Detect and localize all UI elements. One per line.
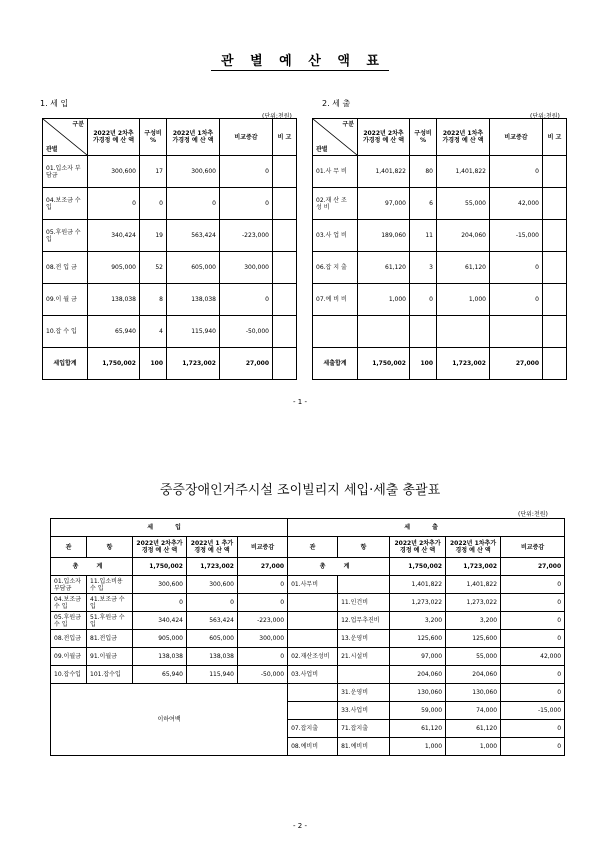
total-label: 총 계 [288, 558, 390, 576]
page2-title: 중증장애인거주시설 조이빌리지 세입·세출 총괄표 [159, 483, 441, 498]
income-diff: 0 [238, 648, 288, 666]
header-2nd-budget: 2022년 2차추가경정 예 산 액 [88, 119, 140, 156]
row-note [273, 284, 297, 316]
table-row [51, 612, 565, 630]
row-2nd-budget: 138,038 [88, 284, 140, 316]
total-2nd-budget: 1,750,002 [358, 348, 410, 380]
expense-diff: 0 [501, 684, 565, 702]
row-ratio [410, 316, 437, 348]
row-ratio: 52 [140, 252, 167, 284]
income-gwan: 04.보조금 수 입 [51, 594, 87, 612]
income-2nd-budget: 340,424 [133, 612, 187, 630]
expense-gwan: 07.잡지출 [288, 720, 338, 738]
page2-unit: (단위:천원) [518, 511, 548, 518]
expense-hang: 33.사업비 [338, 702, 390, 720]
row-1st-budget: 0 [167, 188, 220, 220]
header-ratio: 구성비 % [140, 119, 167, 156]
row-diff: 0 [490, 252, 543, 284]
col-diff: 비교증감 [501, 537, 565, 558]
expense-gwan [288, 684, 338, 702]
expense-gwan [288, 630, 338, 648]
row-name: 09.이 월 금 [43, 284, 88, 316]
expense-gwan [288, 594, 338, 612]
row-name: 07.예 비 비 [313, 284, 358, 316]
expense-1st-budget: 130,060 [446, 684, 501, 702]
income-hang: 11.입소비용 수 입 [87, 576, 133, 594]
income-1st-budget: 115,940 [187, 666, 238, 684]
expense-gwan [288, 702, 338, 720]
row-ratio: 0 [140, 188, 167, 220]
expense-2nd-budget: 125,600 [390, 630, 446, 648]
expense-1st-budget: 204,060 [446, 666, 501, 684]
table-row [51, 684, 565, 702]
expense-gwan [288, 612, 338, 630]
expense-unit: (단위:천원) [530, 113, 560, 120]
header-diagonal-cell: 구분 관별 [313, 119, 358, 156]
total-1st-budget: 1,723,002 [437, 348, 490, 380]
row-1st-budget: 1,401,822 [437, 156, 490, 188]
total-ratio: 100 [140, 348, 167, 380]
expense-gwan: 03.사업비 [288, 666, 338, 684]
row-diff: -50,000 [220, 316, 273, 348]
table-row [313, 156, 567, 188]
expense-1st-budget: 1,401,822 [446, 576, 501, 594]
income-section-label: 1. 세 입 [40, 99, 69, 108]
row-ratio: 19 [140, 220, 167, 252]
row-1st-budget: 61,120 [437, 252, 490, 284]
row-1st-budget: 115,940 [167, 316, 220, 348]
total-diff: 27,000 [501, 558, 565, 576]
header-1st-budget: 2022년 1차추가경정 예 산 액 [437, 119, 490, 156]
row-2nd-budget: 300,600 [88, 156, 140, 188]
table-row [51, 630, 565, 648]
col-gwan: 관 [288, 537, 338, 558]
income-gwan: 05.후원금 수 입 [51, 612, 87, 630]
income-diff: 0 [238, 594, 288, 612]
expense-2nd-budget: 59,000 [390, 702, 446, 720]
row-diff: 0 [490, 284, 543, 316]
row-name: 02.재 산 조 성 비 [313, 188, 358, 220]
income-hang: 81.전입금 [87, 630, 133, 648]
income-1st-budget: 563,424 [187, 612, 238, 630]
row-ratio: 6 [410, 188, 437, 220]
table-row [43, 156, 297, 188]
income-hang: 91.이월금 [87, 648, 133, 666]
total-1st: 1,723,002 [187, 558, 238, 576]
expense-hang: 11.인건비 [338, 594, 390, 612]
row-note [273, 316, 297, 348]
col-2nd-budget: 2022년 2차추가경정 예 산 액 [390, 537, 446, 558]
expense-1st-budget: 74,000 [446, 702, 501, 720]
income-hang: 41.보조금 수 입 [87, 594, 133, 612]
row-note [273, 252, 297, 284]
row-2nd-budget: 65,940 [88, 316, 140, 348]
total-ratio: 100 [410, 348, 437, 380]
expense-1st-budget: 1,273,022 [446, 594, 501, 612]
table-row [51, 648, 565, 666]
row-2nd-budget: 340,424 [88, 220, 140, 252]
expense-diff: 0 [501, 666, 565, 684]
row-ratio: 80 [410, 156, 437, 188]
total-1st: 1,723,002 [446, 558, 501, 576]
row-ratio: 17 [140, 156, 167, 188]
row-1st-budget: 563,424 [167, 220, 220, 252]
row-note [543, 316, 567, 348]
expense-diff: 0 [501, 738, 565, 756]
expense-diff: 0 [501, 630, 565, 648]
expense-1st-budget: 125,600 [446, 630, 501, 648]
expense-diff: 0 [501, 720, 565, 738]
row-1st-budget: 300,600 [167, 156, 220, 188]
row-ratio: 8 [140, 284, 167, 316]
expense-1st-budget: 3,200 [446, 612, 501, 630]
row-1st-budget: 1,000 [437, 284, 490, 316]
header-1st-budget: 2022년 1차추가경정 예 산 액 [167, 119, 220, 156]
table-row [313, 220, 567, 252]
col-1st-budget: 2022년 1차추가경정 예 산 액 [446, 537, 501, 558]
row-1st-budget: 204,060 [437, 220, 490, 252]
total-2nd: 1,750,002 [133, 558, 187, 576]
row-note [273, 220, 297, 252]
income-2nd-budget: 905,000 [133, 630, 187, 648]
total-label: 총 계 [51, 558, 133, 576]
row-diff: 0 [220, 156, 273, 188]
row-1st-budget: 138,038 [167, 284, 220, 316]
row-2nd-budget: 905,000 [88, 252, 140, 284]
row-1st-budget: 55,000 [437, 188, 490, 220]
row-diff: 300,000 [220, 252, 273, 284]
income-gwan: 01.입소자 부담금 [51, 576, 87, 594]
row-ratio: 11 [410, 220, 437, 252]
expense-2nd-budget: 61,120 [390, 720, 446, 738]
expense-gwan: 01.사무비 [288, 576, 338, 594]
row-diff: 42,000 [490, 188, 543, 220]
row-diff: -223,000 [220, 220, 273, 252]
income-hang: 101.잡수입 [87, 666, 133, 684]
expense-hang: 13.운영비 [338, 630, 390, 648]
header-2nd-budget: 2022년 2차추가경정 예 산 액 [358, 119, 410, 156]
row-name: 06.잡 지 출 [313, 252, 358, 284]
row-2nd-budget: 189,060 [358, 220, 410, 252]
row-diff: -15,000 [490, 220, 543, 252]
expense-1st-budget: 61,120 [446, 720, 501, 738]
income-budget-table [42, 118, 297, 380]
header-note: 비 고 [273, 119, 297, 156]
expense-hang [338, 666, 390, 684]
row-ratio: 0 [410, 284, 437, 316]
income-hang: 51.후원금 수 입 [87, 612, 133, 630]
total-2nd: 1,750,002 [390, 558, 446, 576]
row-note [543, 156, 567, 188]
income-gwan: 09.이월금 [51, 648, 87, 666]
expense-hang: 31.운영비 [338, 684, 390, 702]
col-diff: 비교증감 [238, 537, 288, 558]
row-note [273, 156, 297, 188]
expense-budget-table [312, 118, 567, 380]
blank-note: 이하여백 [51, 684, 288, 756]
expense-group-header: 세 출 [288, 519, 565, 537]
row-1st-budget [437, 316, 490, 348]
expense-diff: 0 [501, 576, 565, 594]
income-diff: -50,000 [238, 666, 288, 684]
income-diff: 0 [238, 576, 288, 594]
row-name: 04.보조금 수 입 [43, 188, 88, 220]
table-row [313, 252, 567, 284]
header-note: 비 고 [543, 119, 567, 156]
row-ratio: 4 [140, 316, 167, 348]
expense-hang: 21.시설비 [338, 648, 390, 666]
expense-hang [338, 576, 390, 594]
header-ratio: 구성비 % [410, 119, 437, 156]
total-2nd-budget: 1,750,002 [88, 348, 140, 380]
total-diff: 27,000 [220, 348, 273, 380]
row-2nd-budget [358, 316, 410, 348]
table-row [313, 284, 567, 316]
col-1st-budget: 2022년 1 추가경정 예 산 액 [187, 537, 238, 558]
page-number-2: - 2 - [293, 822, 307, 830]
income-2nd-budget: 65,940 [133, 666, 187, 684]
row-name [313, 316, 358, 348]
expense-diff: 42,000 [501, 648, 565, 666]
table-row [51, 594, 565, 612]
total-row [43, 348, 297, 380]
table-row [51, 576, 565, 594]
expense-hang: 12.업무추진비 [338, 612, 390, 630]
expense-gwan: 02.재산조성비 [288, 648, 338, 666]
table-row [51, 666, 565, 684]
page-number-1: - 1 - [293, 398, 307, 406]
row-2nd-budget: 1,000 [358, 284, 410, 316]
income-1st-budget: 300,600 [187, 576, 238, 594]
expense-1st-budget: 1,000 [446, 738, 501, 756]
row-diff: 0 [220, 284, 273, 316]
row-name: 03.사 업 비 [313, 220, 358, 252]
income-1st-budget: 605,000 [187, 630, 238, 648]
row-diff [490, 316, 543, 348]
row-note [543, 188, 567, 220]
row-note [543, 252, 567, 284]
col-2nd-budget: 2022년 2차추가경정 예 산 액 [133, 537, 187, 558]
expense-diff: 0 [501, 612, 565, 630]
row-name: 08.전 입 금 [43, 252, 88, 284]
header-diff: 비교증감 [220, 119, 273, 156]
table-row [43, 188, 297, 220]
total-note [273, 348, 297, 380]
total-note [543, 348, 567, 380]
col-hang: 항 [338, 537, 390, 558]
row-1st-budget: 605,000 [167, 252, 220, 284]
income-unit: (단위:천원) [262, 113, 292, 120]
row-diff: 0 [490, 156, 543, 188]
income-diff: 300,000 [238, 630, 288, 648]
income-1st-budget: 138,038 [187, 648, 238, 666]
income-group-header: 세 입 [51, 519, 288, 537]
expense-2nd-budget: 1,401,822 [390, 576, 446, 594]
summary-table [50, 518, 565, 756]
header-diff: 비교증감 [490, 119, 543, 156]
expense-1st-budget: 55,000 [446, 648, 501, 666]
income-2nd-budget: 0 [133, 594, 187, 612]
expense-hang: 81.예비비 [338, 738, 390, 756]
income-gwan: 08.전입금 [51, 630, 87, 648]
expense-2nd-budget: 204,060 [390, 666, 446, 684]
row-name: 01.사 무 비 [313, 156, 358, 188]
table-row [313, 316, 567, 348]
col-gwan: 관 [51, 537, 87, 558]
row-name: 05.후원금 수 입 [43, 220, 88, 252]
row-ratio: 3 [410, 252, 437, 284]
col-hang: 항 [87, 537, 133, 558]
row-2nd-budget: 97,000 [358, 188, 410, 220]
expense-2nd-budget: 97,000 [390, 648, 446, 666]
expense-section-label: 2. 세 출 [322, 99, 351, 108]
row-note [543, 284, 567, 316]
row-2nd-budget: 0 [88, 188, 140, 220]
row-name: 01.입소자 부담금 [43, 156, 88, 188]
row-note [273, 188, 297, 220]
page1-title: 관 별 예 산 액 표 [0, 50, 600, 69]
total-1st-budget: 1,723,002 [167, 348, 220, 380]
total-row [313, 348, 567, 380]
income-2nd-budget: 300,600 [133, 576, 187, 594]
row-note [543, 220, 567, 252]
expense-hang: 71.잡지출 [338, 720, 390, 738]
expense-diff: 0 [501, 594, 565, 612]
table-row [43, 284, 297, 316]
income-gwan: 10.잡수입 [51, 666, 87, 684]
income-2nd-budget: 138,038 [133, 648, 187, 666]
total-diff: 27,000 [490, 348, 543, 380]
income-diff: -223,000 [238, 612, 288, 630]
expense-2nd-budget: 130,060 [390, 684, 446, 702]
row-2nd-budget: 1,401,822 [358, 156, 410, 188]
row-2nd-budget: 61,120 [358, 252, 410, 284]
header-diagonal-cell: 구분 관별 [43, 119, 88, 156]
total-name: 세입합계 [43, 348, 88, 380]
table-row [313, 188, 567, 220]
total-name: 세출합계 [313, 348, 358, 380]
row-diff: 0 [220, 188, 273, 220]
expense-gwan: 08.예비비 [288, 738, 338, 756]
expense-diff: -15,000 [501, 702, 565, 720]
expense-2nd-budget: 1,000 [390, 738, 446, 756]
income-1st-budget: 0 [187, 594, 238, 612]
table-row [43, 220, 297, 252]
expense-2nd-budget: 3,200 [390, 612, 446, 630]
expense-2nd-budget: 1,273,022 [390, 594, 446, 612]
total-diff: 27,000 [238, 558, 288, 576]
table-row [43, 252, 297, 284]
row-name: 10.잡 수 입 [43, 316, 88, 348]
table-row [43, 316, 297, 348]
